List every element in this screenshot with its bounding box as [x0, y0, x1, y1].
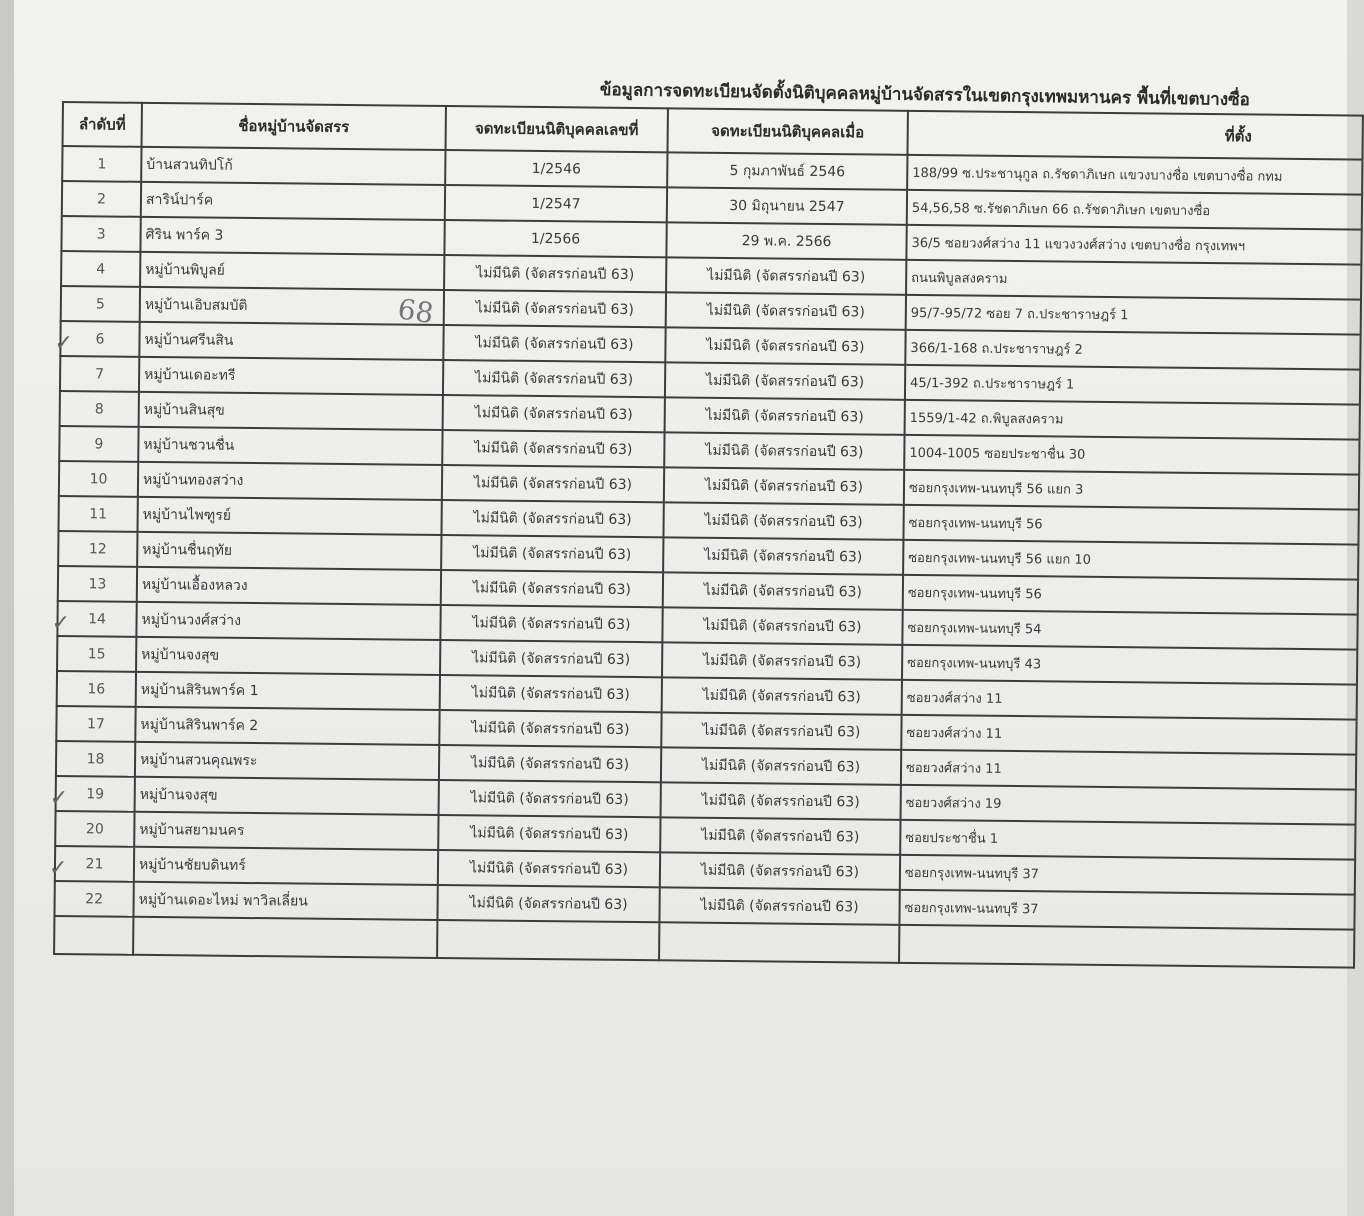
row-order — [62, 146, 141, 182]
row-order-value: 10 — [89, 470, 108, 487]
row-order — [56, 741, 135, 777]
row-village-name: หมู่บ้านเดอะไหม่ พาวิลเลี่ยน — [133, 882, 437, 920]
row-registration-date: ไม่มีนิติ (จัดสรรก่อนปี 63) — [666, 257, 906, 295]
checkmark-icon: ✓ — [49, 785, 69, 811]
registry-table — [48, 101, 1364, 969]
row-order-value: 18 — [86, 750, 105, 767]
row-registration-number: ไม่มีนิติ (จัดสรรก่อนปี 63) — [443, 360, 665, 397]
row-village-name: หมู่บ้านเดอะทรี — [139, 357, 443, 395]
row-village-name: สาริน์ปาร์ค — [141, 182, 445, 220]
row-order — [62, 181, 141, 217]
table-body — [48, 146, 1362, 968]
row-village-name: หมู่บ้านเอิบสมบัติ — [140, 287, 444, 325]
row-order-value: 3 — [96, 225, 106, 242]
row-location: ซอยวงศ์สว่าง 11 — [901, 715, 1356, 755]
row-registration-date: ไม่มีนิติ (จัดสรรก่อนปี 63) — [663, 502, 903, 540]
row-registration-date: ไม่มีนิติ (จัดสรรก่อนปี 63) — [661, 782, 901, 820]
row-order-value: 6 — [95, 330, 105, 347]
row-village-name: หมู่บ้านชื่นฤทัย — [137, 532, 441, 570]
row-order-value: 13 — [88, 575, 107, 592]
registry-table-wrapper — [48, 101, 1364, 969]
row-order — [49, 776, 135, 812]
row-order — [59, 426, 138, 462]
empty-cell — [437, 920, 659, 960]
row-order-value: 16 — [87, 680, 106, 697]
row-order-value: 17 — [86, 715, 105, 732]
row-registration-date: ไม่มีนิติ (จัดสรรก่อนปี 63) — [659, 887, 899, 925]
row-order-value: 7 — [95, 365, 105, 382]
row-order-value: 14 — [88, 610, 107, 627]
row-location: ซอยวงศ์สว่าง 19 — [901, 785, 1356, 825]
row-location: 95/7-95/72 ซอย 7 ถ.ประชาราษฎร์ 1 — [906, 295, 1361, 335]
row-location: ซอยวงศ์สว่าง 11 — [902, 680, 1357, 720]
row-location: 1559/1-42 ถ.พิบูลสงคราม — [905, 400, 1360, 440]
row-order-value: 5 — [95, 295, 105, 312]
row-order — [61, 286, 140, 322]
row-registration-number: 1/2546 — [445, 150, 667, 187]
row-location: ถนนพิบูลสงคราม — [906, 260, 1361, 300]
empty-cell — [659, 922, 899, 963]
row-village-name: บ้านสวนทิปโก้ — [141, 147, 445, 185]
empty-cell — [133, 917, 437, 958]
row-village-name: หมู่บ้านพิบูลย์ — [140, 252, 444, 290]
row-registration-number: ไม่มีนิติ (จัดสรรก่อนปี 63) — [439, 710, 661, 747]
row-location: ซอยประชาชื่น 1 — [900, 820, 1355, 860]
row-village-name: หมู่บ้านสยามนคร — [134, 812, 438, 850]
row-order — [57, 671, 136, 707]
row-village-name: หมู่บ้านชวนชื่น — [138, 427, 442, 465]
row-location: ซอยกรุงเทพ-นนทบุรี 56 แยก 10 — [903, 540, 1358, 580]
row-registration-number: ไม่มีนิติ (จัดสรรก่อนปี 63) — [438, 850, 660, 887]
row-order-value: 15 — [87, 645, 106, 662]
row-order — [48, 846, 134, 882]
row-registration-date: 5 กุมภาพันธ์ 2546 — [667, 152, 907, 190]
row-registration-date: ไม่มีนิติ (จัดสรรก่อนปี 63) — [663, 572, 903, 610]
row-order-value: 2 — [96, 190, 107, 207]
row-order — [57, 636, 136, 672]
row-order — [51, 601, 136, 637]
header-registration-number: จดทะเบียนนิติบุคคลเลขที่ — [446, 106, 668, 152]
row-registration-date: ไม่มีนิติ (จัดสรรก่อนปี 63) — [662, 607, 902, 645]
row-order-value: 9 — [94, 435, 104, 452]
row-village-name: หมู่บ้านสินสุข — [139, 392, 443, 430]
row-location: 188/99 ซ.ประชานุกูล ถ.รัชดาภิเษก แขวงบางซื่อ เขตบางซื่อ กทม — [907, 155, 1362, 195]
row-location: ซอยกรุงเทพ-นนทบุรี 37 — [900, 855, 1355, 895]
row-registration-date: ไม่มีนิติ (จัดสรรก่อนปี 63) — [661, 712, 901, 750]
header-order: ลำดับที่ — [63, 102, 142, 147]
header-registration-date: จดทะเบียนนิติบุคคลเมื่อ — [667, 108, 907, 155]
row-registration-number: 1/2547 — [445, 185, 667, 222]
row-village-name: ศิริน พาร์ค 3 — [140, 217, 444, 255]
row-village-name: หมู่บ้านวงศ์สว่าง — [136, 602, 440, 640]
row-registration-number: ไม่มีนิติ (จัดสรรก่อนปี 63) — [439, 745, 661, 782]
checkmark-icon: ✓ — [48, 855, 68, 881]
row-village-name: หมู่บ้านทองสว่าง — [138, 462, 442, 500]
row-order — [58, 531, 137, 567]
row-location: ซอยกรุงเทพ-นนทบุรี 37 — [899, 890, 1354, 930]
row-village-name: หมู่บ้านเอื้องหลวง — [137, 567, 441, 605]
row-registration-number: ไม่มีนิติ (จัดสรรก่อนปี 63) — [444, 290, 666, 327]
row-registration-date: 30 มิถุนายน 2547 — [667, 187, 907, 225]
row-registration-number: ไม่มีนิติ (จัดสรรก่อนปี 63) — [441, 570, 663, 607]
row-location: ซอยกรุงเทพ-นนทบุรี 54 — [902, 610, 1357, 650]
empty-cell — [899, 925, 1354, 968]
row-village-name: หมู่บ้านสวนคุณพระ — [135, 742, 439, 780]
row-registration-number: ไม่มีนิติ (จัดสรรก่อนปี 63) — [443, 325, 665, 362]
row-location: ซอยกรุงเทพ-นนทบุรี 56 — [903, 575, 1358, 615]
row-order — [61, 251, 140, 287]
row-order-value: 12 — [88, 540, 107, 557]
row-order-value: 4 — [96, 260, 106, 277]
row-registration-number: ไม่มีนิติ (จัดสรรก่อนปี 63) — [440, 640, 662, 677]
row-village-name: หมู่บ้านสิรินพาร์ค 2 — [135, 707, 439, 745]
checkmark-icon: ✓ — [51, 610, 71, 636]
row-order — [54, 881, 133, 917]
row-location: 366/1-168 ถ.ประชาราษฎร์ 2 — [905, 330, 1360, 370]
row-order-value: 11 — [89, 505, 108, 522]
background-edge — [0, 0, 14, 1216]
row-registration-date: ไม่มีนิติ (จัดสรรก่อนปี 63) — [660, 852, 900, 890]
row-order-value: 22 — [85, 890, 104, 907]
row-location: ซอยกรุงเทพ-นนทบุรี 43 — [902, 645, 1357, 685]
header-location: ที่ตั้ง — [907, 111, 1362, 160]
row-order-value: 8 — [94, 400, 104, 417]
header-village-name: ชื่อหมู่บ้านจัดสรร — [142, 103, 446, 150]
row-order — [61, 216, 140, 252]
document-title: ข้อมูลการจดทะเบียนจัดตั้งนิติบุคคลหมู่บ้านจัดสรรในเขตกรุงเทพมหานคร พื้นที่เขตบางซื่อ — [599, 79, 1251, 111]
row-order — [58, 566, 137, 602]
row-registration-date: ไม่มีนิติ (จัดสรรก่อนปี 63) — [662, 642, 902, 680]
row-order-value: 21 — [85, 855, 104, 872]
row-order — [55, 811, 134, 847]
row-registration-number: ไม่มีนิติ (จัดสรรก่อนปี 63) — [441, 500, 663, 537]
row-registration-number: ไม่มีนิติ (จัดสรรก่อนปี 63) — [437, 885, 659, 922]
row-registration-date: ไม่มีนิติ (จัดสรรก่อนปี 63) — [664, 432, 904, 470]
row-village-name: หมู่บ้านศรีนสิน — [139, 322, 443, 360]
row-location: ซอยกรุงเทพ-นนทบุรี 56 — [903, 505, 1358, 545]
row-order — [60, 391, 139, 427]
row-order — [58, 496, 137, 532]
row-registration-date: ไม่มีนิติ (จัดสรรก่อนปี 63) — [664, 467, 904, 505]
row-location: 36/5 ซอยวงศ์สว่าง 11 แขวงวงศ์สว่าง เขตบางซื่อ กรุงเทพฯ — [906, 225, 1361, 265]
row-registration-number: ไม่มีนิติ (จัดสรรก่อนปี 63) — [443, 395, 665, 432]
row-village-name: หมู่บ้านจงสุข — [136, 637, 440, 675]
row-registration-date: ไม่มีนิติ (จัดสรรก่อนปี 63) — [665, 362, 905, 400]
row-order — [60, 356, 139, 392]
row-registration-number: ไม่มีนิติ (จัดสรรก่อนปี 63) — [441, 535, 663, 572]
row-registration-date: 29 พ.ค. 2566 — [666, 222, 906, 260]
row-village-name: หมู่บ้านชัยบดินทร์ — [134, 847, 438, 885]
row-registration-date: ไม่มีนิติ (จัดสรรก่อนปี 63) — [665, 327, 905, 365]
row-registration-number: ไม่มีนิติ (จัดสรรก่อนปี 63) — [439, 780, 661, 817]
row-registration-number: ไม่มีนิติ (จัดสรรก่อนปี 63) — [440, 675, 662, 712]
row-location: 54,56,58 ซ.รัชดาภิเษก 66 ถ.รัชดาภิเษก เขตบางซื่อ — [907, 190, 1362, 230]
row-registration-number: ไม่มีนิติ (จัดสรรก่อนปี 63) — [444, 255, 666, 292]
row-registration-number: ไม่มีนิติ (จัดสรรก่อนปี 63) — [442, 465, 664, 502]
checkmark-icon: ✓ — [54, 330, 74, 356]
row-registration-date: ไม่มีนิติ (จัดสรรก่อนปี 63) — [665, 397, 905, 435]
row-village-name: หมู่บ้านจงสุข — [135, 777, 439, 815]
row-registration-date: ไม่มีนิติ (จัดสรรก่อนปี 63) — [666, 292, 906, 330]
row-location: 1004-1005 ซอยประชาชื่น 30 — [904, 435, 1359, 475]
row-registration-date: ไม่มีนิติ (จัดสรรก่อนปี 63) — [660, 817, 900, 855]
row-registration-date: ไม่มีนิติ (จัดสรรก่อนปี 63) — [661, 747, 901, 785]
row-order-value: 20 — [85, 820, 104, 837]
row-registration-number: ไม่มีนิติ (จัดสรรก่อนปี 63) — [438, 815, 660, 852]
row-registration-date: ไม่มีนิติ (จัดสรรก่อนปี 63) — [662, 677, 902, 715]
row-order-value: 1 — [97, 155, 107, 172]
row-order — [56, 706, 135, 742]
row-registration-number: ไม่มีนิติ (จัดสรรก่อนปี 63) — [442, 430, 664, 467]
row-location: ซอยวงศ์สว่าง 11 — [901, 750, 1356, 790]
handwritten-note: 68 — [395, 292, 436, 331]
row-order-value: 19 — [86, 785, 105, 802]
row-village-name: หมู่บ้านไพฑูรย์ — [137, 497, 441, 535]
row-location: ซอยกรุงเทพ-นนทบุรี 56 แยก 3 — [904, 470, 1359, 510]
row-registration-date: ไม่มีนิติ (จัดสรรก่อนปี 63) — [663, 537, 903, 575]
row-order — [54, 321, 139, 357]
row-village-name: หมู่บ้านสิรินพาร์ค 1 — [136, 672, 440, 710]
row-registration-number: ไม่มีนิติ (จัดสรรก่อนปี 63) — [440, 605, 662, 642]
row-registration-number: 1/2566 — [444, 220, 666, 257]
empty-cell — [54, 916, 133, 955]
row-order — [59, 461, 138, 497]
row-location: 45/1-392 ถ.ประชาราษฎร์ 1 — [905, 365, 1360, 405]
